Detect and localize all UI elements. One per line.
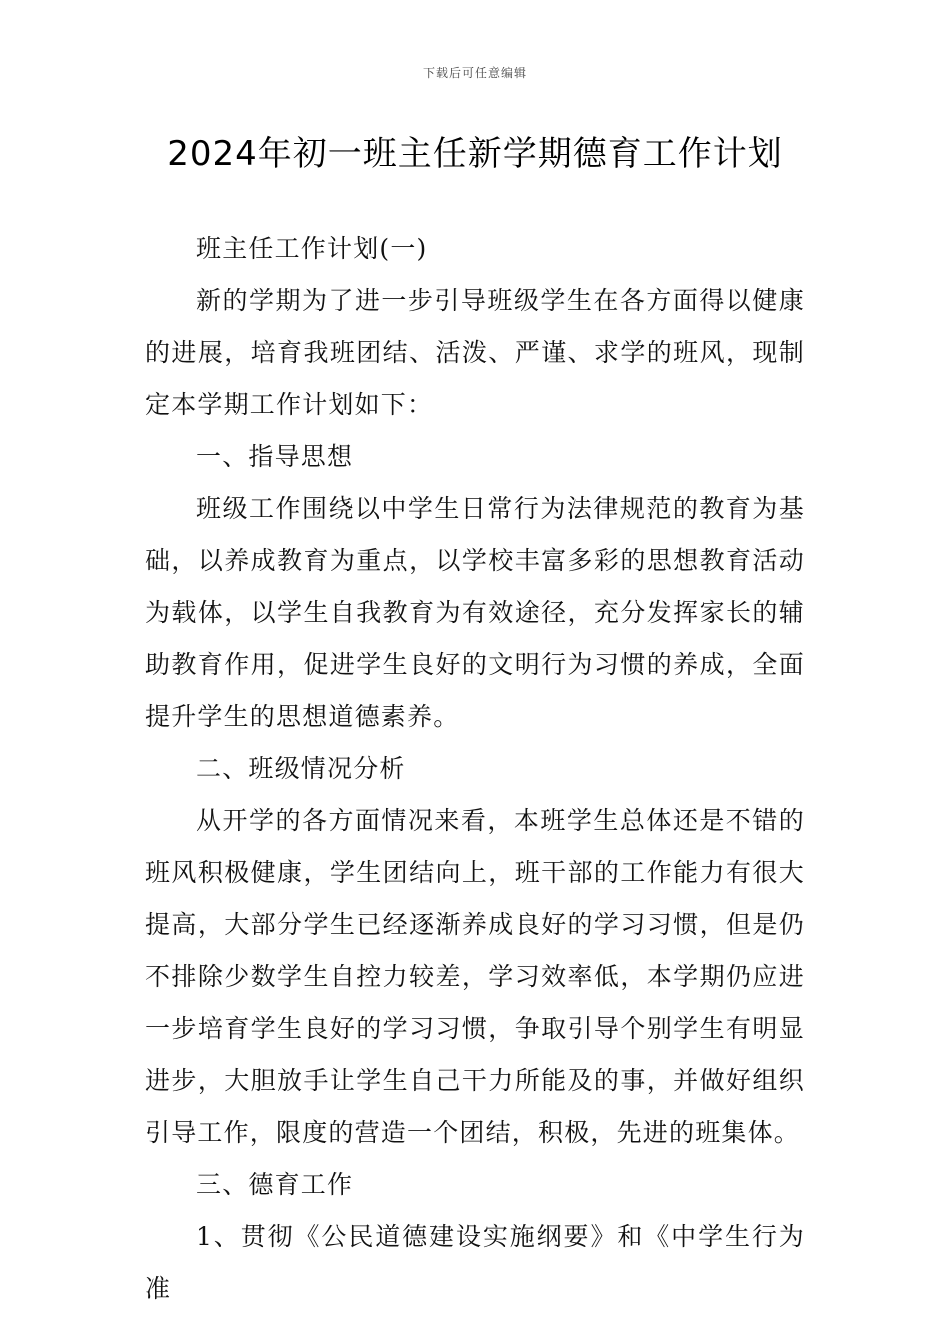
section-heading-class-analysis: 二、班级情况分析 [196, 754, 406, 783]
section-heading-guiding-ideology: 一、指导思想 [196, 442, 354, 471]
section-text-class-analysis: 从开学的各方面情况来看，本班学生总体还是不错的班风积极健康，学生团结向上，班干部的工作能力有很大提高，大部分学生已经逐渐养成良好的学习习惯，但是仍不排除少数学生自控力较差，学习效率低，本学期仍应进一步培育学生良好的学习习惯，争取引导个别学生有明显进步，大胆放手让学生自己干力所能及的事，并做好组织引导工作，限度的营造一个团结，积极，先进的班集体。 [145, 806, 805, 1147]
section-heading-moral-education: 三、德育工作 [196, 1170, 354, 1199]
intro-paragraph: 新的学期为了进一步引导班级学生在各方面得以健康的进展，培育我班团结、活泼、严谨、求学的班风，现制定本学期工作计划如下： [145, 286, 805, 419]
section-text-moral-education: 1、贯彻《公民道德建设实施纲要》和《中学生行为准 [145, 1222, 805, 1303]
document-title: 2024年初一班主任新学期德育工作计划 [167, 134, 783, 174]
section-text-guiding-ideology: 班级工作围绕以中学生日常行为法律规范的教育为基础，以养成教育为重点，以学校丰富多彩的思想教育活动为载体，以学生自我教育为有效途径，充分发挥家长的辅助教育作用，促进学生良好的文明行为习惯的养成，全面提升学生的思想道德素养。 [145, 494, 805, 731]
document-body [145, 223, 805, 1315]
plan-subtitle: 班主任工作计划(一) [196, 234, 428, 263]
header-note: 下载后可任意编辑 [422, 66, 527, 80]
